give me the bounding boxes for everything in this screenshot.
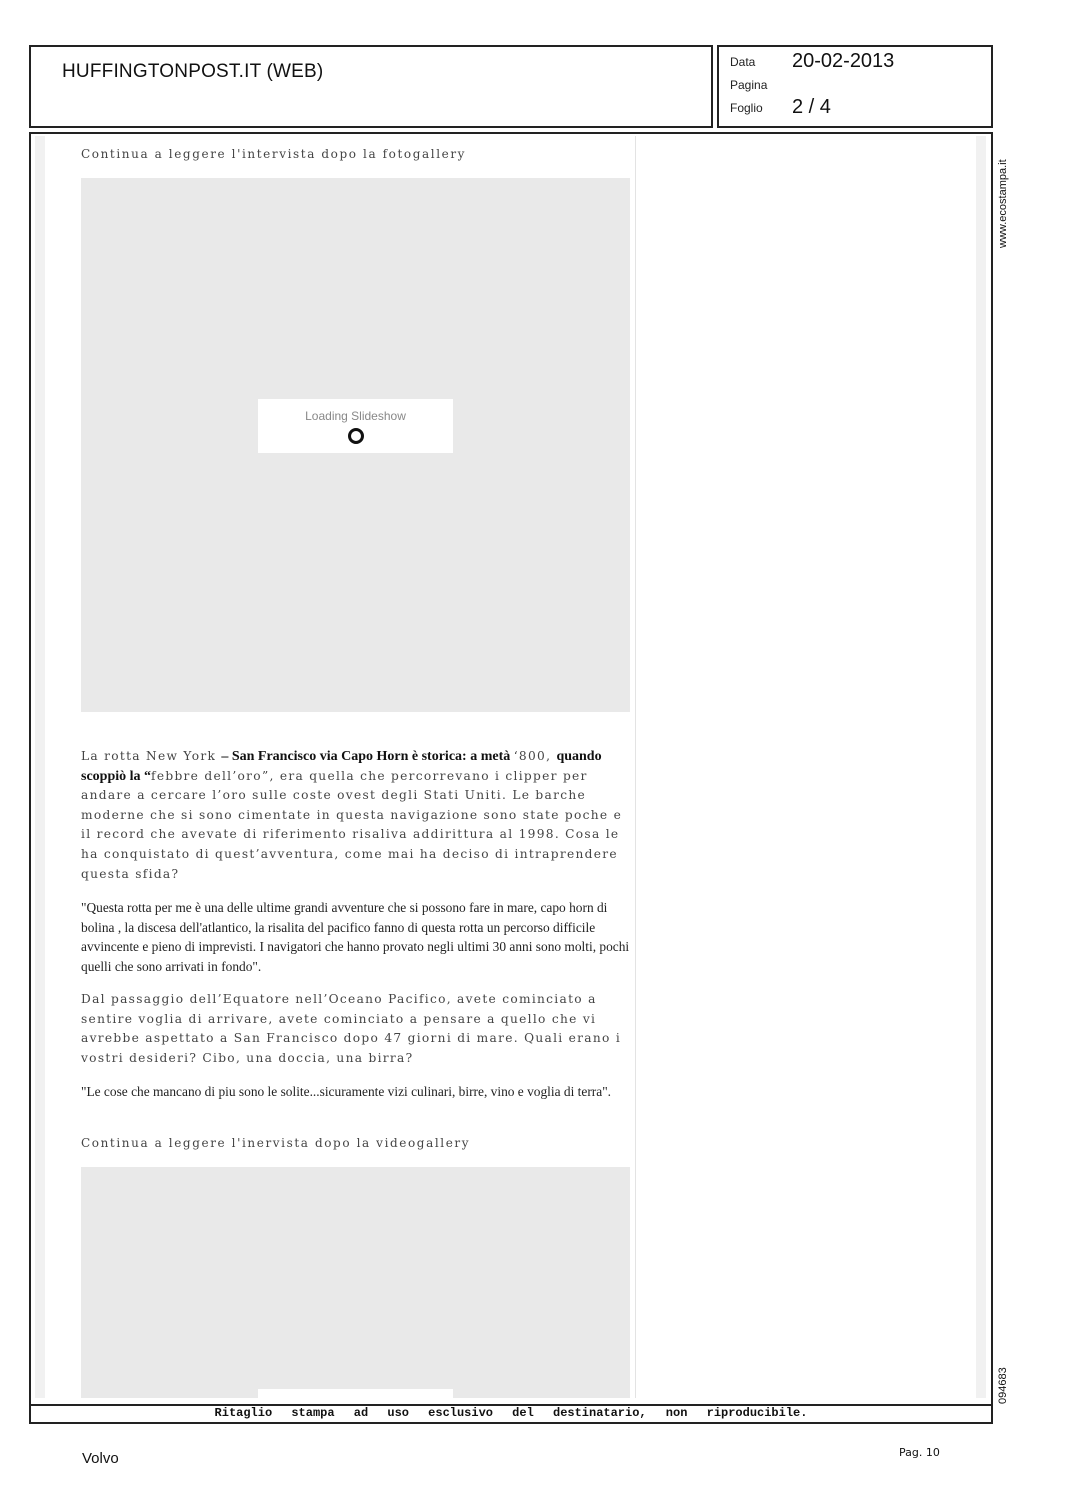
loading-spinner-icon <box>348 428 364 444</box>
header-source-box <box>29 45 713 128</box>
right-margin-strip <box>976 136 986 1398</box>
document-code: 094683 <box>997 1367 1009 1404</box>
foglio-value: 2 / 4 <box>792 96 831 118</box>
question-1-part-b: ‘800, <box>513 749 557 763</box>
question-1 <box>81 747 631 884</box>
continue-photogallery-text: Continua a leggere l'intervista dopo la fotogallery <box>81 147 467 161</box>
question-1-part-c: febbre dell’oro”, era quella che percorrevano i clipper per andare a cercare l’oro sulle coste ovest degli Stati Uniti. Le barche moderne che si sono cimentate in questa navigazione sono state poche e il record che avevate di riferimento risaliva addirittura al 1998. Cosa le ha conquistato di quest’avventura, come mai ha deciso di intraprendere questa sfida? <box>81 768 623 881</box>
continue-videogallery-text: Continua a leggere l'inervista dopo la videogallery <box>81 1136 471 1150</box>
data-label: Data <box>730 55 756 69</box>
video-gallery-placeholder <box>81 1167 630 1398</box>
question-1-part-a: La rotta New York <box>81 749 222 763</box>
question-2: Dal passaggio dell’Equatore nell’Oceano Pacifico, avete cominciato a sentire voglia di arrivare, avete cominciato a pensare a quello che vi avrebbe aspettato a San Francisco dopo 47 giorni di mare. Quali erano i vostri desideri? Cibo, una doccia, una birra? <box>81 992 622 1065</box>
loading-slideshow-text: Loading Slideshow <box>305 409 406 423</box>
left-margin-strip <box>35 136 45 1398</box>
photo-gallery-placeholder <box>81 178 630 712</box>
website-label: www.ecostampa.it <box>997 159 1009 248</box>
page-number: Pag. 10 <box>899 1446 940 1459</box>
answer-2: "Le cose che mancano di piu sono le solite...sicuramente vizi culinari, birre, vino e voglia di terra". <box>81 1084 612 1099</box>
column-divider <box>635 136 636 1398</box>
header-info-box <box>717 45 993 128</box>
question-1-bold-b: quando scoppiò la “ <box>81 749 602 784</box>
reproduction-notice: Ritaglio stampa ad uso esclusivo del destinatario, non riproducibile. <box>214 1406 808 1420</box>
client-name: Volvo <box>82 1450 119 1467</box>
slideshow-loader <box>258 399 453 453</box>
foglio-label: Foglio <box>730 101 763 115</box>
video-loader-edge <box>258 1389 453 1398</box>
source-title: HUFFINGTONPOST.IT (WEB) <box>62 61 324 82</box>
pagina-label: Pagina <box>730 78 768 92</box>
question-1-bold-a: – San Francisco via Capo Horn è storica: a metà <box>221 749 514 764</box>
answer-1: "Questa rotta per me è una delle ultime grandi avventure che si possono fare in mare, capo horn di bolina , la discesa dell'atlantico, la risalita del pacifico fanno di questa rotta un percorso difficile avvincente e pieno di imprevisti. I navigatori che hanno provato negli ultimi 30 anni sono molti, pochi quelli che sono arrivati in fondo". <box>81 900 630 974</box>
data-value: 20-02-2013 <box>792 50 895 72</box>
